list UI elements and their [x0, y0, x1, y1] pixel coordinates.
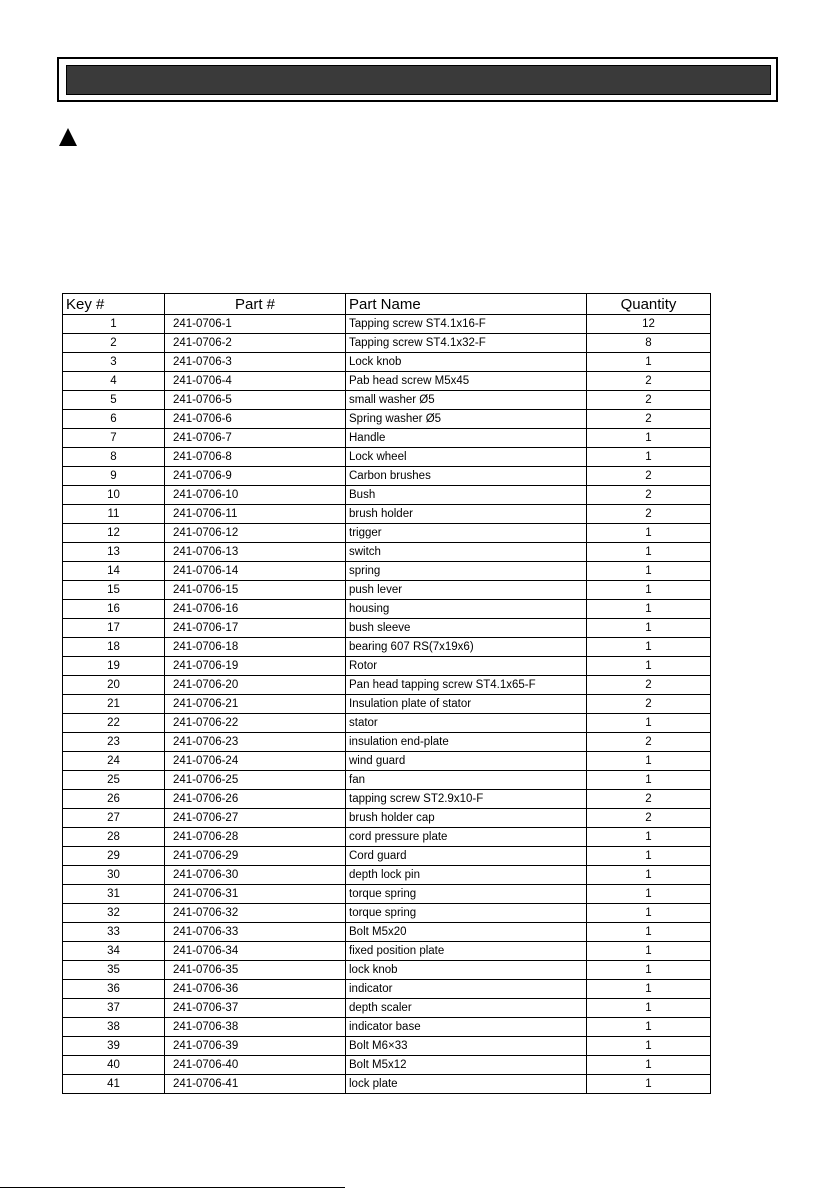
part-number-cell: 241-0706-26 [165, 790, 346, 809]
key-number-cell: 40 [63, 1056, 165, 1075]
part-number-cell: 241-0706-19 [165, 657, 346, 676]
table-row [63, 448, 711, 467]
part-name-cell: push lever [346, 581, 587, 600]
table-row [63, 353, 711, 372]
part-name-cell: brush holder cap [346, 809, 587, 828]
part-number-cell: 241-0706-17 [165, 619, 346, 638]
quantity-cell: 1 [587, 1056, 711, 1075]
table-row [63, 714, 711, 733]
part-number-cell: 241-0706-24 [165, 752, 346, 771]
part-number-cell: 241-0706-34 [165, 942, 346, 961]
quantity-cell: 2 [587, 733, 711, 752]
quantity-cell: 1 [587, 771, 711, 790]
part-number-cell: 241-0706-36 [165, 980, 346, 999]
table-row [63, 600, 711, 619]
key-number-cell: 5 [63, 391, 165, 410]
key-number-cell: 7 [63, 429, 165, 448]
quantity-cell: 2 [587, 410, 711, 429]
table-row [63, 524, 711, 543]
table-row [63, 315, 711, 334]
part-name-cell: Bolt M5x12 [346, 1056, 587, 1075]
part-number-cell: 241-0706-29 [165, 847, 346, 866]
table-row [63, 752, 711, 771]
quantity-cell: 1 [587, 448, 711, 467]
quantity-cell: 1 [587, 942, 711, 961]
table-row [63, 562, 711, 581]
part-number-cell: 241-0706-20 [165, 676, 346, 695]
table-row [63, 1056, 711, 1075]
key-number-cell: 12 [63, 524, 165, 543]
part-number-cell: 241-0706-32 [165, 904, 346, 923]
part-number-cell: 241-0706-10 [165, 486, 346, 505]
part-number-cell: 241-0706-18 [165, 638, 346, 657]
key-number-cell: 18 [63, 638, 165, 657]
key-number-cell: 13 [63, 543, 165, 562]
part-name-cell: indicator base [346, 1018, 587, 1037]
quantity-cell: 1 [587, 600, 711, 619]
part-name-cell: depth lock pin [346, 866, 587, 885]
quantity-cell: 2 [587, 695, 711, 714]
table-row [63, 467, 711, 486]
key-number-cell: 30 [63, 866, 165, 885]
quantity-cell: 1 [587, 828, 711, 847]
part-name-cell: switch [346, 543, 587, 562]
part-number-cell: 241-0706-2 [165, 334, 346, 353]
quantity-cell: 8 [587, 334, 711, 353]
quantity-cell: 1 [587, 866, 711, 885]
part-name-cell: bush sleeve [346, 619, 587, 638]
part-name-cell: Handle [346, 429, 587, 448]
part-number-cell: 241-0706-22 [165, 714, 346, 733]
quantity-cell: 1 [587, 353, 711, 372]
quantity-cell: 1 [587, 581, 711, 600]
quantity-cell: 1 [587, 923, 711, 942]
part-name-cell: Tapping screw ST4.1x32-F [346, 334, 587, 353]
table-row [63, 1037, 711, 1056]
quantity-cell: 2 [587, 467, 711, 486]
key-number-cell: 3 [63, 353, 165, 372]
table-row [63, 809, 711, 828]
quantity-cell: 1 [587, 524, 711, 543]
part-name-cell: Spring washer Ø5 [346, 410, 587, 429]
part-name-cell: Bolt M6×33 [346, 1037, 587, 1056]
part-name-cell: Insulation plate of stator [346, 695, 587, 714]
quantity-cell: 1 [587, 904, 711, 923]
quantity-cell: 1 [587, 885, 711, 904]
header-part-number: Part # [165, 294, 346, 315]
part-name-cell: bearing 607 RS(7x19x6) [346, 638, 587, 657]
key-number-cell: 22 [63, 714, 165, 733]
quantity-cell: 12 [587, 315, 711, 334]
part-number-cell: 241-0706-7 [165, 429, 346, 448]
part-number-cell: 241-0706-1 [165, 315, 346, 334]
part-name-cell: torque spring [346, 904, 587, 923]
key-number-cell: 26 [63, 790, 165, 809]
part-name-cell: Pan head tapping screw ST4.1x65-F [346, 676, 587, 695]
key-number-cell: 16 [63, 600, 165, 619]
table-row [63, 657, 711, 676]
table-row [63, 828, 711, 847]
quantity-cell: 1 [587, 638, 711, 657]
part-number-cell: 241-0706-15 [165, 581, 346, 600]
quantity-cell: 1 [587, 847, 711, 866]
part-number-cell: 241-0706-33 [165, 923, 346, 942]
key-number-cell: 27 [63, 809, 165, 828]
part-number-cell: 241-0706-23 [165, 733, 346, 752]
part-name-cell: stator [346, 714, 587, 733]
table-row [63, 733, 711, 752]
part-number-cell: 241-0706-6 [165, 410, 346, 429]
part-name-cell: torque spring [346, 885, 587, 904]
table-row [63, 486, 711, 505]
part-name-cell: tapping screw ST2.9x10-F [346, 790, 587, 809]
part-name-cell: Cord guard [346, 847, 587, 866]
key-number-cell: 10 [63, 486, 165, 505]
key-number-cell: 15 [63, 581, 165, 600]
key-number-cell: 9 [63, 467, 165, 486]
header-key-number: Key # [63, 294, 165, 315]
part-number-cell: 241-0706-40 [165, 1056, 346, 1075]
key-number-cell: 6 [63, 410, 165, 429]
part-number-cell: 241-0706-31 [165, 885, 346, 904]
key-number-cell: 20 [63, 676, 165, 695]
quantity-cell: 1 [587, 619, 711, 638]
part-number-cell: 241-0706-38 [165, 1018, 346, 1037]
table-row [63, 638, 711, 657]
table-row [63, 1075, 711, 1094]
table-row [63, 581, 711, 600]
quantity-cell: 1 [587, 961, 711, 980]
quantity-cell: 2 [587, 809, 711, 828]
header-quantity: Quantity [587, 294, 711, 315]
table-row [63, 695, 711, 714]
table-row [63, 429, 711, 448]
quantity-cell: 1 [587, 543, 711, 562]
quantity-cell: 1 [587, 562, 711, 581]
key-number-cell: 37 [63, 999, 165, 1018]
key-number-cell: 31 [63, 885, 165, 904]
key-number-cell: 8 [63, 448, 165, 467]
part-number-cell: 241-0706-39 [165, 1037, 346, 1056]
part-name-cell: fan [346, 771, 587, 790]
table-row [63, 904, 711, 923]
part-name-cell: Lock wheel [346, 448, 587, 467]
key-number-cell: 14 [63, 562, 165, 581]
part-name-cell: brush holder [346, 505, 587, 524]
part-name-cell: Carbon brushes [346, 467, 587, 486]
table-row [63, 942, 711, 961]
table-row [63, 771, 711, 790]
part-number-cell: 241-0706-25 [165, 771, 346, 790]
key-number-cell: 29 [63, 847, 165, 866]
part-number-cell: 241-0706-28 [165, 828, 346, 847]
quantity-cell: 2 [587, 790, 711, 809]
key-number-cell: 32 [63, 904, 165, 923]
part-name-cell: insulation end-plate [346, 733, 587, 752]
part-number-cell: 241-0706-37 [165, 999, 346, 1018]
quantity-cell: 2 [587, 391, 711, 410]
key-number-cell: 41 [63, 1075, 165, 1094]
parts-table-body [63, 315, 711, 1094]
key-number-cell: 21 [63, 695, 165, 714]
key-number-cell: 36 [63, 980, 165, 999]
part-number-cell: 241-0706-8 [165, 448, 346, 467]
key-number-cell: 28 [63, 828, 165, 847]
part-number-cell: 241-0706-3 [165, 353, 346, 372]
table-row [63, 923, 711, 942]
parts-list-table [62, 293, 711, 1094]
part-number-cell: 241-0706-41 [165, 1075, 346, 1094]
section-header-frame [57, 57, 778, 102]
quantity-cell: 2 [587, 676, 711, 695]
header-part-name: Part Name [346, 294, 587, 315]
part-name-cell: Lock knob [346, 353, 587, 372]
part-name-cell: small washer Ø5 [346, 391, 587, 410]
part-number-cell: 241-0706-12 [165, 524, 346, 543]
quantity-cell: 2 [587, 505, 711, 524]
key-number-cell: 25 [63, 771, 165, 790]
part-number-cell: 241-0706-14 [165, 562, 346, 581]
quantity-cell: 1 [587, 1018, 711, 1037]
part-number-cell: 241-0706-11 [165, 505, 346, 524]
table-row [63, 885, 711, 904]
table-row [63, 1018, 711, 1037]
table-row [63, 676, 711, 695]
key-number-cell: 1 [63, 315, 165, 334]
part-name-cell: Tapping screw ST4.1x16-F [346, 315, 587, 334]
key-number-cell: 39 [63, 1037, 165, 1056]
table-row [63, 334, 711, 353]
part-name-cell: spring [346, 562, 587, 581]
part-name-cell: lock plate [346, 1075, 587, 1094]
table-row [63, 961, 711, 980]
section-header-bar [66, 65, 771, 95]
quantity-cell: 1 [587, 1075, 711, 1094]
key-number-cell: 34 [63, 942, 165, 961]
table-row [63, 619, 711, 638]
part-number-cell: 241-0706-16 [165, 600, 346, 619]
key-number-cell: 35 [63, 961, 165, 980]
quantity-cell: 2 [587, 486, 711, 505]
table-row [63, 410, 711, 429]
key-number-cell: 24 [63, 752, 165, 771]
table-row [63, 391, 711, 410]
key-number-cell: 4 [63, 372, 165, 391]
quantity-cell: 2 [587, 372, 711, 391]
part-number-cell: 241-0706-27 [165, 809, 346, 828]
table-row [63, 866, 711, 885]
part-name-cell: Pab head screw M5x45 [346, 372, 587, 391]
key-number-cell: 17 [63, 619, 165, 638]
table-row [63, 372, 711, 391]
part-number-cell: 241-0706-30 [165, 866, 346, 885]
part-name-cell: depth scaler [346, 999, 587, 1018]
part-number-cell: 241-0706-35 [165, 961, 346, 980]
quantity-cell: 1 [587, 980, 711, 999]
part-name-cell: lock knob [346, 961, 587, 980]
warning-triangle-icon [59, 128, 77, 146]
quantity-cell: 1 [587, 714, 711, 733]
key-number-cell: 33 [63, 923, 165, 942]
table-row [63, 790, 711, 809]
key-number-cell: 23 [63, 733, 165, 752]
part-name-cell: wind guard [346, 752, 587, 771]
key-number-cell: 19 [63, 657, 165, 676]
table-row [63, 847, 711, 866]
quantity-cell: 1 [587, 999, 711, 1018]
part-name-cell: housing [346, 600, 587, 619]
part-name-cell: cord pressure plate [346, 828, 587, 847]
table-row [63, 505, 711, 524]
table-row [63, 999, 711, 1018]
key-number-cell: 38 [63, 1018, 165, 1037]
part-number-cell: 241-0706-9 [165, 467, 346, 486]
table-row [63, 980, 711, 999]
part-number-cell: 241-0706-13 [165, 543, 346, 562]
part-name-cell: Bush [346, 486, 587, 505]
part-name-cell: Bolt M5x20 [346, 923, 587, 942]
quantity-cell: 1 [587, 429, 711, 448]
table-row [63, 543, 711, 562]
part-name-cell: fixed position plate [346, 942, 587, 961]
footer-rule [0, 1187, 345, 1188]
quantity-cell: 1 [587, 752, 711, 771]
key-number-cell: 2 [63, 334, 165, 353]
part-number-cell: 241-0706-21 [165, 695, 346, 714]
table-header-row [63, 294, 711, 315]
key-number-cell: 11 [63, 505, 165, 524]
part-name-cell: indicator [346, 980, 587, 999]
quantity-cell: 1 [587, 657, 711, 676]
quantity-cell: 1 [587, 1037, 711, 1056]
part-name-cell: Rotor [346, 657, 587, 676]
part-name-cell: trigger [346, 524, 587, 543]
part-number-cell: 241-0706-5 [165, 391, 346, 410]
part-number-cell: 241-0706-4 [165, 372, 346, 391]
